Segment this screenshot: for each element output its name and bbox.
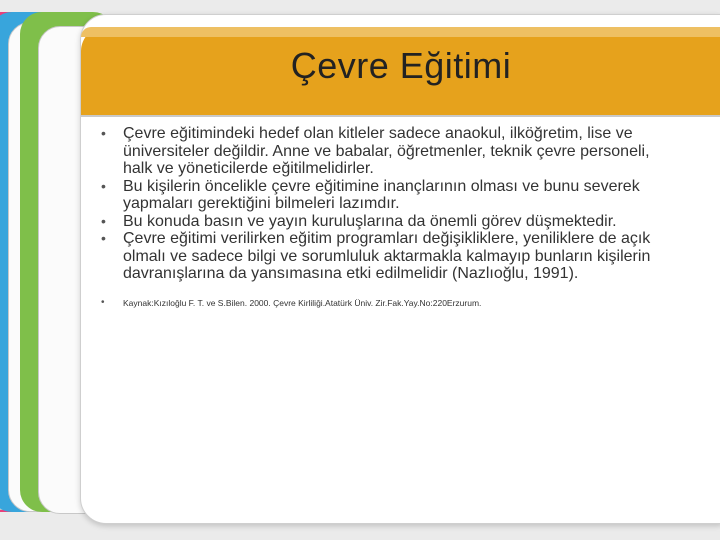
bullet-icon: • (101, 177, 106, 194)
bullet-icon: • (101, 212, 106, 229)
bullet-icon: • (101, 125, 106, 141)
title-band (81, 27, 720, 115)
bullet-text: Bu konuda basın ve yayın kuruluşlarına da önemli görev düşmektedir. (123, 212, 617, 230)
slide-panel (80, 14, 720, 524)
slide-content (97, 125, 657, 309)
title-divider (81, 115, 720, 117)
slide-title: Çevre Eğitimi (290, 45, 512, 86)
bullet-item (97, 230, 657, 283)
bullet-text: Çevre eğitimindeki hedef olan kitleler sadece anaokul, ilköğretim, lise ve üniversiteler değildir. Anne ve babalar, öğretmenler, teknik çevre personeli, halk ve yöneticilerde eğitilmelidirler. (123, 125, 650, 177)
source-text: Kaynak:Kızıloğlu F. T. ve S.Bilen. 2000. Çevre Kirliliği.Atatürk Üniv. Zir.Fak.Yay.No:220Erzurum. (123, 297, 482, 308)
bullet-item (97, 178, 657, 213)
bullet-item (97, 213, 657, 231)
bullet-icon: • (101, 296, 105, 308)
bullet-text: Çevre eğitimi verilirken eğitim programları değişikliklere, yeniliklere de açık olmalı ve sadece bilgi ve sorumluluk aktarmakla kalmayıp bunların kişilerin davranışlarına da yansımasına etki edilmelidir (Nazlıoğlu, 1991). (123, 230, 651, 282)
bullet-icon: • (101, 230, 106, 246)
source-citation (97, 297, 657, 309)
bullet-item (97, 125, 657, 178)
bullet-text: Bu kişilerin öncelikle çevre eğitimine inançlarının olması ve bunu severek yapmaları gerektiğini bilmeleri lazımdır. (123, 177, 640, 212)
